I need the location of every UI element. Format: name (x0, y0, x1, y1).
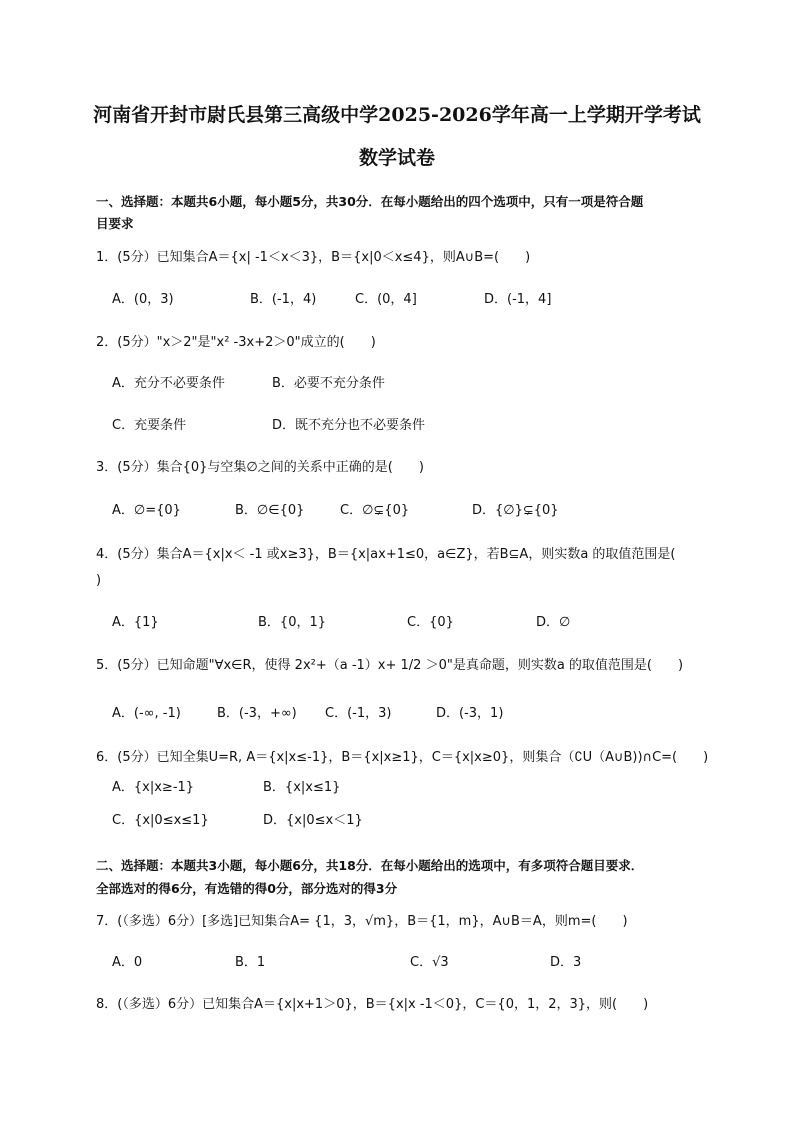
question-4-option-c: C．{0} (407, 615, 454, 630)
question-4-option-b: B．{0，1} (258, 615, 327, 630)
exam-title: 河南省开封市尉氏县第三高级中学2025-2026学年高一上学期开学考试 (93, 104, 701, 126)
question-1-option-c: C．(0，4] (355, 292, 417, 307)
exam-subtitle: 数学试卷 (358, 147, 435, 169)
question-7-option-a: A．0 (112, 955, 143, 970)
question-2-option-d: D．既不充分也不必要条件 (272, 418, 426, 433)
question-4-option-a: A．{1} (112, 615, 159, 630)
question-4-stem-line2: ) (96, 573, 102, 588)
question-6-option-b: B．{x|x≤1} (263, 780, 341, 795)
section-1-header-line2: 目要求 (96, 216, 134, 231)
question-6-option-c: C．{x|0≤x≤1} (112, 813, 209, 828)
question-3-option-d: D．{∅}⊊{0} (472, 503, 559, 518)
question-5-option-c: C．(-1，3) (325, 706, 392, 721)
question-6-option-d: D．{x|0≤x＜1} (263, 813, 363, 828)
question-4-option-d: D．∅ (536, 615, 571, 630)
question-7-option-b: B．1 (235, 955, 266, 970)
question-3-option-b: B．∅∈{0} (235, 503, 305, 518)
question-1-stem: 1．(5分）已知集合A＝{x| -1＜x＜3}，B＝{x|0＜x≤4}，则A∪B=( ) (96, 250, 531, 265)
question-7-option-c: C．√3 (410, 955, 449, 970)
question-3-option-c: C．∅⊊{0} (340, 503, 410, 518)
question-3-option-a: A．∅={0} (112, 503, 181, 518)
question-5-option-d: D．(-3，1) (436, 706, 504, 721)
question-6-stem: 6．(5分）已知全集U=R, A＝{x|x≤-1}，B＝{x|x≥1}，C＝{x|x≥0}，则集合（∁U（A∪B))∩C=( ) (96, 750, 709, 765)
question-6-option-a: A．{x|x≥-1} (112, 780, 195, 795)
section-1-header-line1: 一、选择题：本题共6小题，每小题5分，共30分．在每小题给出的四个选项中，只有一项是符合题 (96, 194, 644, 209)
question-5-stem: 5．(5分）已知命题"∀x∈R，使得 2x²+（a -1）x+ 1/2 ＞0"是真命题，则实数a 的取值范围是( ) (96, 658, 684, 673)
question-2-option-c: C．充要条件 (112, 418, 187, 433)
question-7-stem: 7．(（多选）6分）[多选]已知集合A= {1，3，√m}，B＝{1，m}，A∪B＝A，则m=( ) (96, 914, 628, 929)
question-5-option-a: A．(-∞, -1) (112, 706, 181, 721)
question-3-stem: 3．(5分）集合{0}与空集∅之间的关系中正确的是( ) (96, 460, 424, 475)
question-1-option-b: B．(-1，4) (250, 292, 317, 307)
question-2-stem: 2．(5分）"x＞2"是"x² -3x+2＞0"成立的( ) (96, 335, 376, 350)
question-1-option-d: D．(-1，4] (484, 292, 552, 307)
section-2-header-line1: 二、选择题：本题共3小题，每小题6分，共18分．在每小题给出的选项中，有多项符合题目要求． (96, 858, 644, 873)
question-1-option-a: A．(0，3) (112, 292, 174, 307)
question-4-stem-line1: 4．(5分）集合A＝{x|x＜ -1 或x≥3}，B＝{x|ax+1≤0，a∈Z}，若B⊆A，则实数a 的取值范围是( (96, 547, 676, 562)
question-2-option-a: A．充分不必要条件 (112, 376, 225, 391)
section-2-header-line2: 全部选对的得6分，有选错的得0分，部分选对的得3分 (96, 881, 398, 896)
question-2-option-b: B．必要不充分条件 (272, 376, 385, 391)
question-7-option-d: D．3 (550, 955, 582, 970)
question-5-option-b: B．(-3，+∞) (217, 706, 297, 721)
question-8-stem: 8．(（多选）6分）已知集合A＝{x|x+1＞0}，B＝{x|x -1＜0}，C＝{0，1，2，3}，则( ) (96, 997, 649, 1012)
